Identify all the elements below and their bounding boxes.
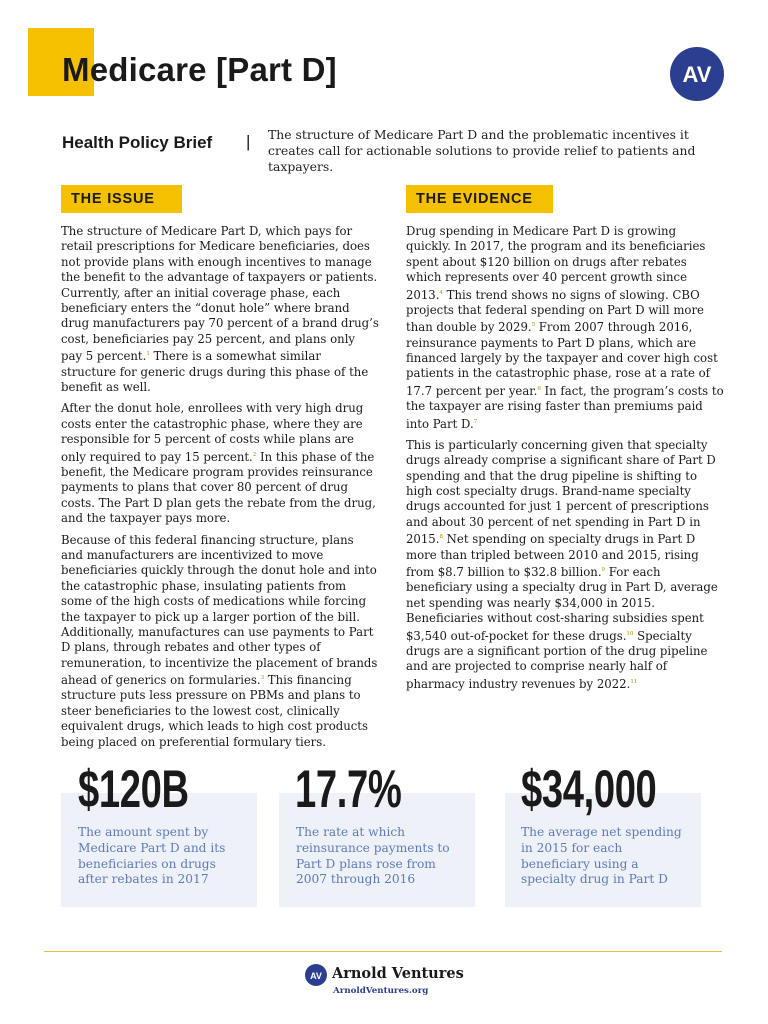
issue-paragraph-1: The structure of Medicare Part D, which pays for retail prescriptions for Medicare beneficiaries, does not provide plans with enough incentives to manage the benefit to the advantage of taxpayers or patients. Currently, after an initial coverage phase, each beneficiary enters the “donut hole” where brand drug manufacturers pay 70 percent of a brand drug’s cost, beneficiaries pay 25 percent, and plans only pay 5 percent.$^1$ There is a somewhat similar structure for generic drugs during this phase of the benefit as well. [61, 224, 379, 394]
footer-brand-name: Arnold Ventures [332, 965, 464, 982]
footnote-marker: 1 [146, 351, 150, 358]
footer-logo-icon [305, 964, 327, 986]
stat-description: The amount spent by Medicare Part D and its beneficiaries on drugs after rebates in 2017 [78, 825, 226, 887]
footnote-marker: 7 [473, 418, 478, 425]
issue-paragraph-3: Because of this federal financing structure, plans and manufacturers are incentivized to move beneficiaries quickly through the donut hole and into the catastrophic phase, insulating patients from some of the high costs of medications while forcing the taxpayer to pick up a larger portion of the bill. Additionally, manufactures can use payments to Part D plans, through rebates and other types of remuneration, to incentivize the placement of brands ahead of generics on formularies.$^3$ This financing structure puts less pressure on PBMs and plans to steer beneficiaries to the lowest cost, clinically equivalent drugs, which leads to high cost products being placed on preferential formulary tiers. [61, 532, 378, 749]
footer-logo-text: AV [310, 971, 322, 981]
footer-website-link[interactable]: ArnoldVentures.org [333, 986, 429, 996]
footer-divider [44, 951, 722, 952]
issue-column [61, 224, 379, 756]
stat-value: $120B [78, 760, 189, 819]
evidence-heading: THE EVIDENCE [406, 185, 553, 213]
footnote-marker: 9 [601, 566, 606, 573]
footnote-marker: 11 [630, 678, 638, 685]
footnote-marker: 3 [260, 675, 265, 682]
footnote-marker: 8 [439, 534, 443, 541]
arnold-ventures-logo-icon [670, 47, 724, 101]
brief-description: The structure of Medicare Part D and the problematic incentives it creates call for actionable solutions to provide relief to patients and taxpayers. [268, 127, 696, 174]
evidence-column [406, 224, 724, 698]
evidence-paragraph-1: Drug spending in Medicare Part D is growing quickly. In 2017, the program and its beneficiaries spent about $120 billion on drugs after rebates which represents over 40 percent growth since 2013.$^4$ This trend shows no signs of slowing. CBO projects that federal spending on Part D will more than double by 2029.$^5$ From 2007 through 2016, reinsurance payments to Part D plans, which are financed largely by the taxpayer and cover high cost patients in the catastrophic phase, rose at a rate of 17.7 percent per year.$^6$ In fact, the program’s costs to the taxpayer are rising faster than premiums paid into Part D.$^7$ [406, 224, 724, 431]
evidence-paragraph-2: This is particularly concerning given that specialty drugs already comprise a significant share of Part D spending and that the drug pipeline is shifting to high cost specialty drugs. Brand-name specialty drugs accounted for just 1 percent of prescriptions and about 30 percent of net spending in Part D in 2015.$^8$ Net spending on specialty drugs in Part D more than tripled between 2010 and 2015, rising from $8.7 billion to $32.8 billion.$^9$ For each beneficiary using a specialty drug in Part D, average net spending was nearly $34,000 in 2015. Beneficiaries without cost-sharing subsidies spent $3,540 out-of-pocket for these drugs.$^{10}$ Specialty drugs are a significant portion of the drug pipeline and are projected to comprise nearly half of pharmacy industry revenues by 2022.11 [406, 437, 718, 691]
brief-separator: | [246, 132, 251, 151]
stat-value: $34,000 [521, 760, 657, 819]
stat-description: The average net spending in 2015 for each beneficiary using a specialty drug in Part D [521, 825, 682, 887]
logo-text: AV [682, 62, 712, 87]
page-title: Medicare [Part D] [62, 51, 337, 88]
footnote-marker: 6 [537, 385, 541, 392]
issue-paragraph-2: After the donut hole, enrollees with very high drug costs enter the catastrophic phase, where they are responsible for 5 percent of costs while plans are only required to pay 15 percent.$^2$ In this phase of the benefit, the Medicare program provides reinsurance payments to plans that cover 80 percent of drug costs. The Part D plan gets the rebate from the drug, and the taxpayer pays more. [61, 401, 376, 526]
brief-label: Health Policy Brief [62, 133, 213, 152]
footnote-marker: 2 [252, 451, 257, 458]
stat-description: The rate at which reinsurance payments to Part D plans rose from 2007 through 2016 [296, 825, 450, 887]
footnote-marker: 4 [439, 289, 443, 296]
stat-value: 17.7% [295, 760, 402, 819]
footnote-marker: 5 [531, 322, 536, 329]
issue-heading: THE ISSUE [61, 185, 182, 213]
footnote-marker: 10 [626, 630, 634, 637]
